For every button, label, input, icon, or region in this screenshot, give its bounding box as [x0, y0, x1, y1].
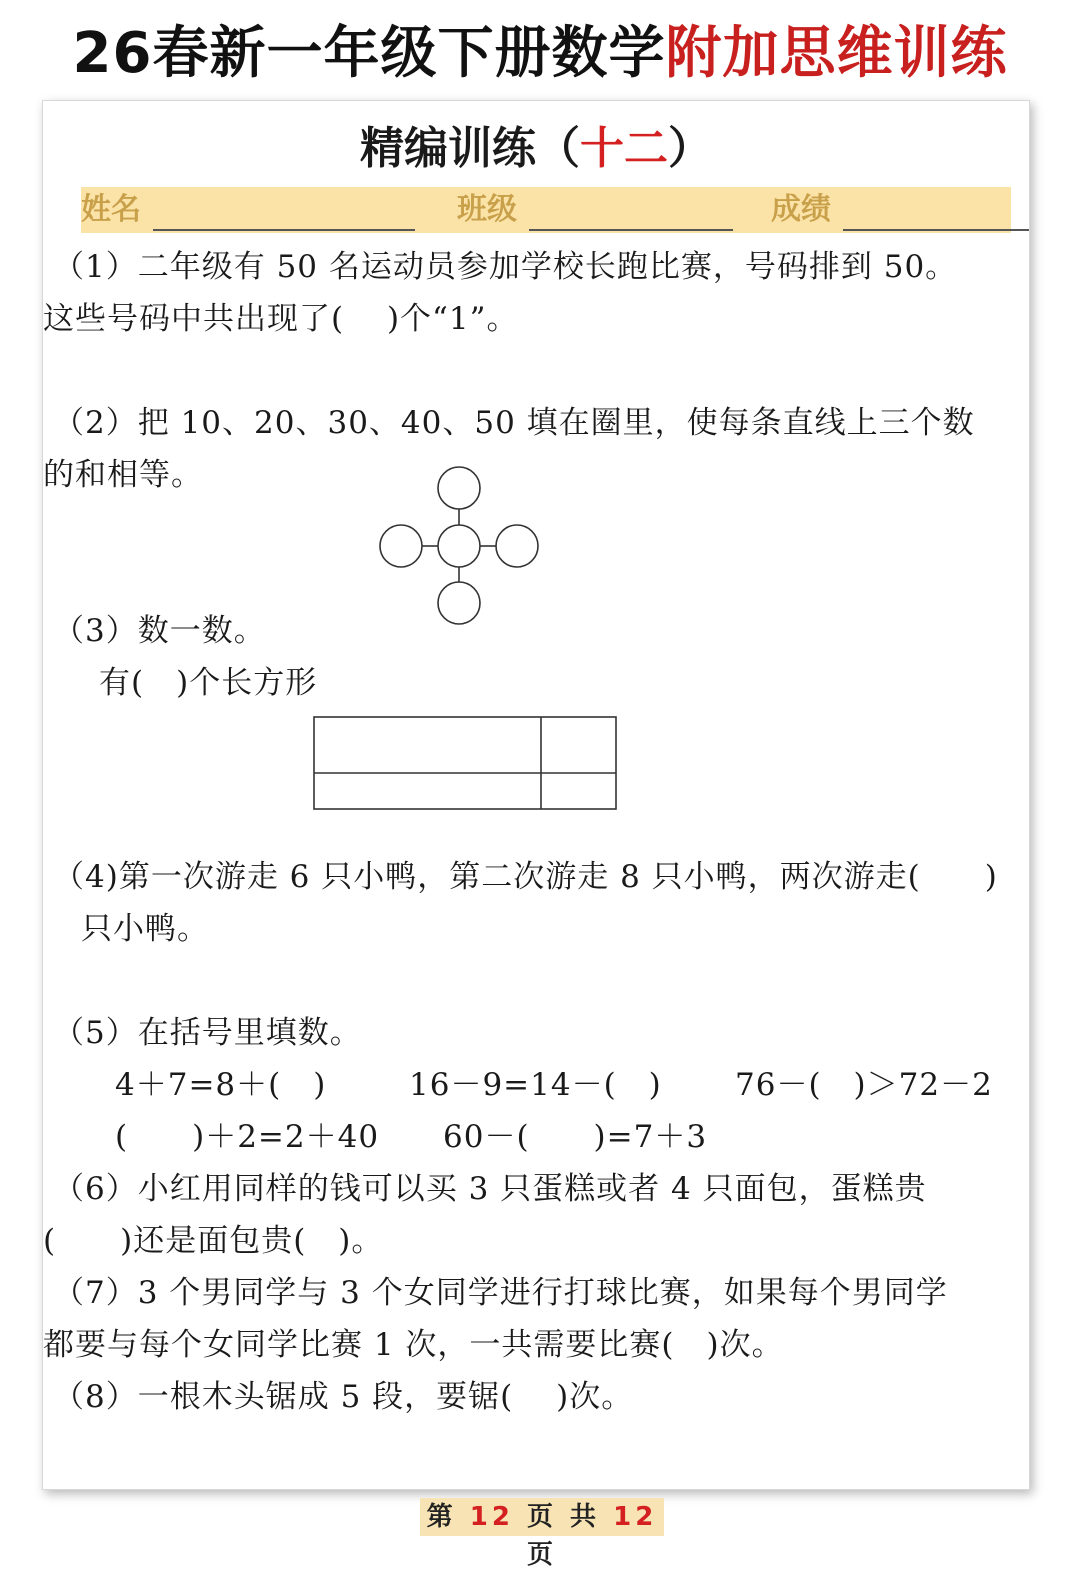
question-7-line-2: 都要与每个女同学比赛 1 次，一共需要比赛( )次。: [43, 1327, 784, 1363]
circle-right[interactable]: [496, 525, 538, 567]
page-indicator-middle: 页 共: [527, 1502, 601, 1532]
name-field[interactable]: [153, 229, 415, 231]
question-5-expr-2: 16－9=14－( ): [409, 1067, 662, 1103]
score-field[interactable]: [843, 229, 1030, 231]
question-2-line-1: （2）把 10、20、30、40、50 填在圈里，使每条直线上三个数: [53, 405, 975, 441]
name-label: 姓名: [81, 192, 141, 227]
banner-title: [0, 14, 1080, 94]
student-info-bar: [81, 187, 1011, 233]
sheet-title: [43, 119, 1029, 179]
class-label: 班级: [457, 192, 517, 227]
circle-bottom[interactable]: [438, 582, 480, 624]
question-3-line-2: 有( )个长方形: [99, 665, 318, 701]
question-5-expr-3: 76－( )＞72－2: [735, 1067, 993, 1103]
page-indicator-prefix: 第: [426, 1502, 457, 1532]
circle-top[interactable]: [438, 467, 480, 509]
banner-title-highlight: 附加思维训练: [665, 21, 1008, 86]
circle-left[interactable]: [380, 525, 422, 567]
page-indicator: [420, 1498, 664, 1570]
sheet-title-suffix: ）: [668, 123, 712, 174]
score-label: 成绩: [771, 192, 831, 227]
current-page-number: 12: [469, 1502, 514, 1532]
question-7-line-1: （7）3 个男同学与 3 个女同学进行打球比赛，如果每个男同学: [53, 1275, 948, 1311]
outer-rectangle: [314, 717, 616, 809]
question-5-expr-5: 60－( )=7＋3: [443, 1119, 708, 1155]
total-page-number: 12: [613, 1502, 658, 1532]
question-4-line-1: （4)第一次游走 6 只小鸭，第二次游走 8 只小鸭，两次游走( ): [53, 859, 998, 895]
circle-center[interactable]: [438, 525, 480, 567]
question-6-line-2: ( )还是面包贵( )。: [43, 1223, 384, 1259]
question-5-expr-1: 4＋7=8＋( ): [115, 1067, 327, 1103]
question-5-line-1: （5）在括号里填数。: [53, 1015, 362, 1051]
question-3-line-1: （3）数一数。: [53, 613, 266, 649]
class-field[interactable]: [529, 229, 733, 231]
banner-title-main: 26春新一年级下册数学: [72, 21, 666, 86]
question-8-line-1: （8）一根木头锯成 5 段，要锯( )次。: [53, 1379, 634, 1415]
question-2-line-2: 的和相等。: [43, 457, 203, 493]
question-5-expr-4: ( )＋2=2＋40: [115, 1119, 380, 1155]
question-6-line-1: （6）小红用同样的钱可以买 3 只蛋糕或者 4 只面包，蛋糕贵: [53, 1171, 927, 1207]
sheet-title-number: 十二: [580, 123, 668, 174]
rectangle-diagram: [313, 716, 617, 811]
circle-cross-diagram: [373, 461, 573, 631]
question-1-line-2: 这些号码中共出现了( )个“1”。: [43, 301, 519, 337]
question-4-line-2: 只小鸭。: [81, 911, 209, 947]
worksheet-page: [42, 100, 1030, 1490]
sheet-title-prefix: 精编训练（: [360, 123, 580, 174]
question-1-line-1: （1）二年级有 50 名运动员参加学校长跑比赛，号码排到 50。: [53, 249, 958, 285]
page-indicator-suffix: 页: [526, 1540, 557, 1570]
